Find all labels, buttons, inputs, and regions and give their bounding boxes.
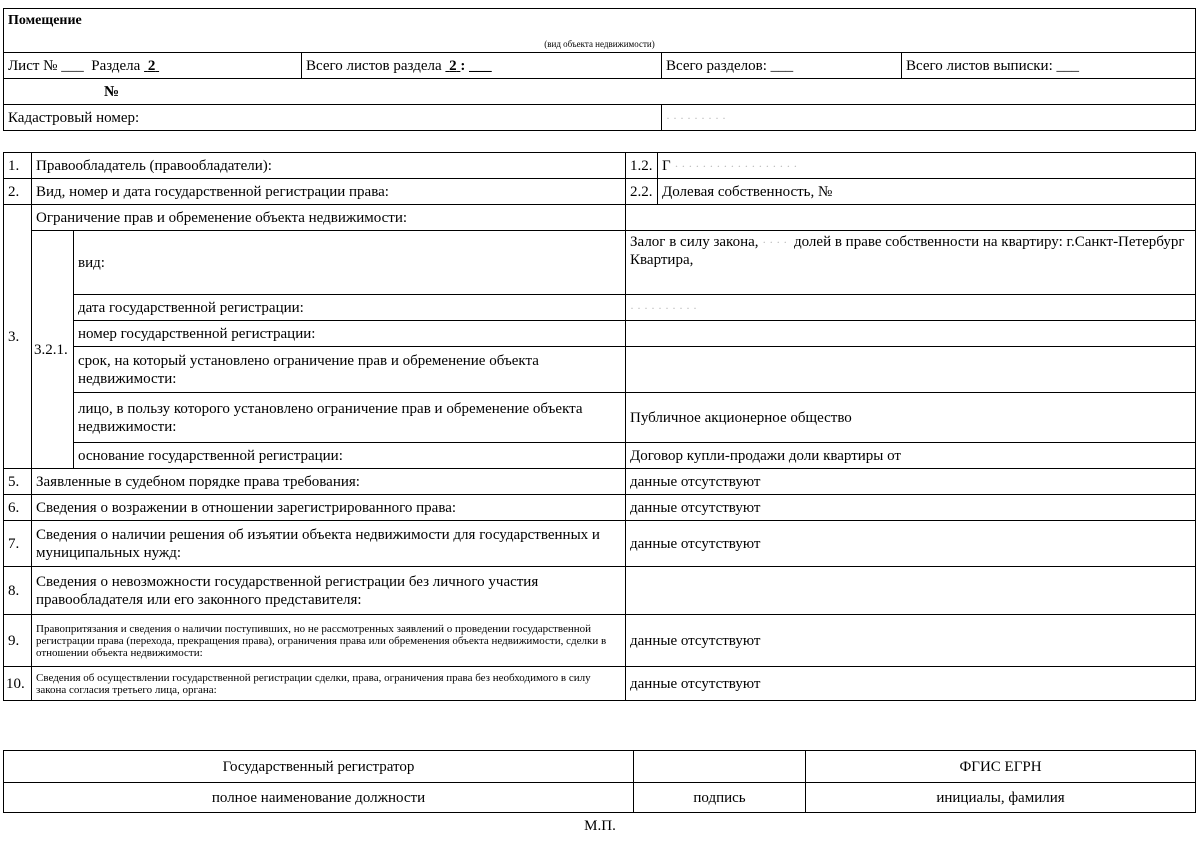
total-sheets-section-suffix: : ___ <box>460 57 492 74</box>
table-row <box>4 231 1196 295</box>
table-row: 9. Правопритязания и сведения о наличии поступивших, но не рассмотренных заявлений о проведении государственной регистрации права (перехода, прекращения права), ограничения права или обременения объекта недвижимости, сделки в отношении объекта недвижимости: данные отсутствуют <box>4 615 1196 667</box>
registrar-name: ФГИС ЕГРН <box>806 751 1196 783</box>
sheet-section-cell <box>4 53 302 79</box>
table-row: 1. Правообладатель (правообладатели): 1.2. Г ·················· <box>4 153 1196 179</box>
record-number: № <box>4 79 1196 105</box>
total-sheets-section-cell <box>302 53 662 79</box>
registration-basis-value: Договор купли-продажи доли квартиры от <box>626 443 1196 469</box>
table-row: 7. Сведения о наличии решения об изъятии объекта недвижимости для государственных и муниципальных нужд: данные отсутствуют <box>4 521 1196 567</box>
encumbrance-term-label: срок, на который установлено ограничение прав и обременение объекта недвижимости: <box>74 347 626 393</box>
registration-date-label: дата государственной регистрации: <box>74 295 626 321</box>
encumbrance-kind-value: Залог в силу закона, ···· долей в праве собственности на квартиру: г.Санкт-Петербург Квартира, <box>626 231 1196 295</box>
beneficiary-value: Публичное акционерное общество <box>626 393 1196 443</box>
signature-caption: подпись <box>634 783 806 813</box>
table-row: 8. Сведения о невозможности государственной регистрации без личного участия правообладателя или его законного представителя: <box>4 567 1196 615</box>
signature-table <box>3 750 1196 813</box>
table-row <box>4 321 1196 347</box>
table-row <box>4 393 1196 443</box>
encumbrance-label: Ограничение прав и обременение объекта недвижимости: <box>32 205 626 231</box>
total-sheets-section-value: 2 <box>449 57 457 74</box>
object-type-title: Помещение <box>4 9 1196 37</box>
beneficiary-label: лицо, в пользу которого установлено ограничение прав и обременение объекта недвижимости: <box>74 393 626 443</box>
stamp-placeholder: М.П. <box>584 818 616 834</box>
total-sections-label: Всего разделов: ___ <box>662 53 902 79</box>
table-row: 10. Сведения об осуществлении государственной регистрации сделки, права, ограничения права без необходимого в силу закона согласия третьего лица, органа: данные отсутствуют <box>4 667 1196 701</box>
registration-number-label: номер государственной регистрации: <box>74 321 626 347</box>
sheet-number-label: Лист № ___ <box>8 57 84 74</box>
object-type-caption: (вид объекта недвижимости) <box>4 37 1196 53</box>
registrar-signature <box>634 751 806 783</box>
holder-value: Г ·················· <box>658 153 1196 179</box>
registration-date-value: ·········· <box>626 295 1196 321</box>
cadastral-number-label: Кадастровый номер: <box>4 105 662 131</box>
rights-table <box>3 152 1196 701</box>
table-row: 5. Заявленные в судебном порядке права требования: данные отсутствуют <box>4 469 1196 495</box>
name-caption: инициалы, фамилия <box>806 783 1196 813</box>
table-row <box>4 443 1196 469</box>
right-type-label: Вид, номер и дата государственной регистрации права: <box>32 179 626 205</box>
header-block <box>3 8 1196 131</box>
registrar-position: Государственный регистратор <box>4 751 634 783</box>
total-sheets-section-label: Всего листов раздела <box>306 57 442 74</box>
position-caption: полное наименование должности <box>4 783 634 813</box>
encumbrance-subnum: 3.2.1. <box>32 231 74 469</box>
table-row <box>4 295 1196 321</box>
section-label: Раздела <box>91 57 141 74</box>
registration-basis-label: основание государственной регистрации: <box>74 443 626 469</box>
table-row: 6. Сведения о возражении в отношении зарегистрированного права: данные отсутствуют <box>4 495 1196 521</box>
right-type-value: Долевая собственность, № <box>658 179 1196 205</box>
table-row: 3. Ограничение прав и обременение объекта недвижимости: <box>4 205 1196 231</box>
total-sheets-extract-label: Всего листов выписки: ___ <box>902 53 1196 79</box>
table-row <box>4 347 1196 393</box>
section-value: 2 <box>147 57 156 74</box>
encumbrance-kind-label: вид: <box>74 231 626 295</box>
cadastral-number-value: ········· <box>662 105 1196 131</box>
table-row: 2. Вид, номер и дата государственной регистрации права: 2.2. Долевая собственность, № <box>4 179 1196 205</box>
holder-label: Правообладатель (правообладатели): <box>32 153 626 179</box>
